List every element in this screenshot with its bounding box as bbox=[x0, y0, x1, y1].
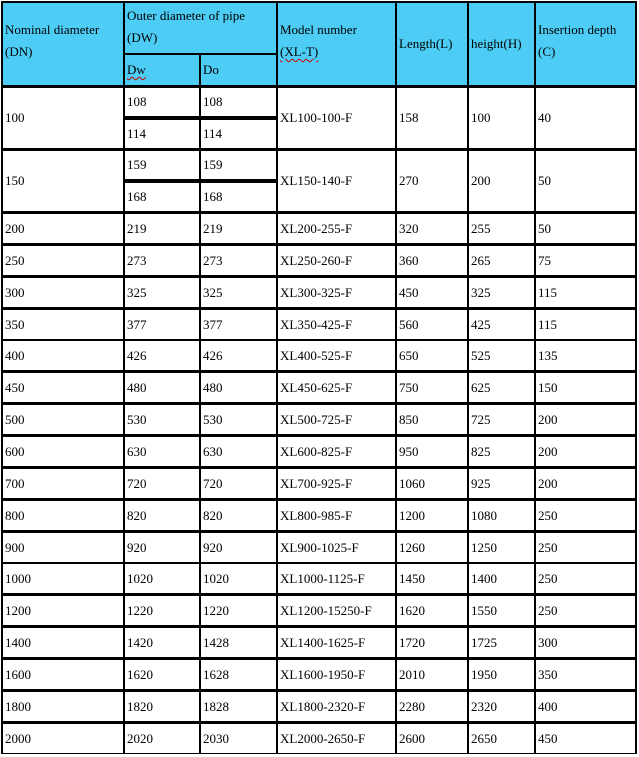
cell-depth bbox=[536, 533, 635, 562]
cell-height-value: 525 bbox=[471, 347, 491, 363]
cell-dw-value: 325 bbox=[127, 284, 147, 300]
cell-height bbox=[469, 692, 534, 721]
cell-height bbox=[469, 278, 534, 307]
cell-do bbox=[201, 533, 276, 562]
cell-dw bbox=[125, 533, 199, 562]
cell-dn-value: 900 bbox=[5, 539, 25, 555]
cell-dn-value: 400 bbox=[5, 347, 25, 363]
cell-dn-value: 250 bbox=[5, 252, 25, 268]
cell-height-value: 325 bbox=[471, 284, 491, 300]
cell-height-value: 725 bbox=[471, 411, 491, 427]
cell-dn bbox=[3, 660, 123, 689]
cell-model-value: XL200-255-F bbox=[280, 220, 353, 236]
cell-do-value: 1220 bbox=[203, 602, 229, 618]
cell-model-value: XL1200-15250-F bbox=[280, 602, 372, 618]
header-height-label: height(H) bbox=[471, 36, 522, 51]
cell-length-value: 2600 bbox=[399, 730, 425, 746]
cell-depth bbox=[536, 151, 635, 211]
cell-height-value: 2650 bbox=[471, 730, 497, 746]
cell-depth-value: 400 bbox=[538, 698, 558, 714]
cell-height-value: 255 bbox=[471, 220, 491, 236]
cell-dw-value: 720 bbox=[127, 475, 147, 491]
cell-model bbox=[278, 88, 395, 148]
cell-length-value: 560 bbox=[399, 316, 419, 332]
cell-model-value: XL150-140-F bbox=[280, 173, 353, 188]
cell-depth bbox=[536, 724, 635, 753]
pipe-spec-table bbox=[1, 1, 637, 754]
cell-depth bbox=[536, 341, 635, 370]
cell-dn-value: 700 bbox=[5, 475, 25, 491]
cell-do bbox=[201, 660, 276, 689]
cell-length-value: 650 bbox=[399, 347, 419, 363]
header-model-number bbox=[278, 3, 395, 85]
cell-dw bbox=[125, 692, 199, 721]
cell-length-value: 320 bbox=[399, 220, 419, 236]
cell-model-value: XL400-525-F bbox=[280, 347, 353, 363]
cell-model bbox=[278, 564, 395, 593]
cell-dn bbox=[3, 692, 123, 721]
cell-length bbox=[397, 405, 467, 434]
cell-dw-value: 168 bbox=[127, 189, 147, 204]
cell-dn bbox=[3, 278, 123, 307]
cell-length bbox=[397, 341, 467, 370]
cell-dn bbox=[3, 341, 123, 370]
cell-dw-value: 920 bbox=[127, 539, 147, 555]
cell-height-value: 265 bbox=[471, 252, 491, 268]
cell-model-value: XL600-825-F bbox=[280, 443, 353, 459]
cell-length-value: 158 bbox=[399, 110, 419, 125]
cell-height-value: 625 bbox=[471, 379, 491, 395]
cell-model bbox=[278, 214, 395, 243]
cell-do bbox=[201, 501, 276, 530]
cell-depth bbox=[536, 596, 635, 625]
cell-model bbox=[278, 596, 395, 625]
cell-dn bbox=[3, 405, 123, 434]
cell-dn-value: 1200 bbox=[5, 602, 31, 618]
cell-length-value: 1200 bbox=[399, 507, 425, 523]
cell-do bbox=[201, 373, 276, 402]
cell-depth-value: 200 bbox=[538, 443, 558, 459]
cell-model-value: XL450-625-F bbox=[280, 379, 353, 395]
cell-length-value: 450 bbox=[399, 284, 419, 300]
cell-dn-value: 300 bbox=[5, 284, 25, 300]
header-insertion-depth-line2: (C) bbox=[538, 44, 556, 59]
cell-dn bbox=[3, 373, 123, 402]
cell-do-value: 720 bbox=[203, 475, 223, 491]
cell-height bbox=[469, 437, 534, 466]
cell-do bbox=[201, 88, 276, 116]
cell-depth bbox=[536, 660, 635, 689]
cell-depth-value: 40 bbox=[538, 110, 551, 125]
cell-dw bbox=[125, 405, 199, 434]
header-insertion-depth bbox=[536, 3, 635, 85]
cell-height-value: 925 bbox=[471, 475, 491, 491]
cell-length-value: 850 bbox=[399, 411, 419, 427]
cell-length-value: 1620 bbox=[399, 602, 425, 618]
cell-dw-value: 1420 bbox=[127, 634, 153, 650]
cell-do bbox=[201, 214, 276, 243]
cell-depth-value: 75 bbox=[538, 252, 551, 268]
cell-length bbox=[397, 533, 467, 562]
cell-dw bbox=[125, 501, 199, 530]
cell-dn-value: 2000 bbox=[5, 730, 31, 746]
cell-model-value: XL350-425-F bbox=[280, 316, 353, 332]
cell-dn bbox=[3, 214, 123, 243]
header-model-number-line1: Model number bbox=[280, 22, 357, 37]
cell-do-value: 480 bbox=[203, 379, 223, 395]
cell-dn bbox=[3, 310, 123, 339]
cell-dw-value: 2020 bbox=[127, 730, 153, 746]
cell-height-value: 200 bbox=[471, 173, 491, 188]
cell-dw-value: 108 bbox=[127, 94, 147, 109]
header-sub-do-label: Do bbox=[203, 62, 219, 77]
cell-do-value: 820 bbox=[203, 507, 223, 523]
cell-model bbox=[278, 724, 395, 753]
cell-depth bbox=[536, 564, 635, 593]
cell-dn-value: 450 bbox=[5, 379, 25, 395]
cell-model bbox=[278, 469, 395, 498]
header-nominal-diameter bbox=[3, 3, 123, 85]
cell-do-value: 114 bbox=[203, 126, 223, 141]
cell-length-value: 1260 bbox=[399, 539, 425, 555]
cell-height bbox=[469, 596, 534, 625]
cell-model bbox=[278, 246, 395, 275]
cell-model bbox=[278, 628, 395, 657]
cell-dn bbox=[3, 564, 123, 593]
cell-do-value: 1628 bbox=[203, 666, 229, 682]
cell-model bbox=[278, 501, 395, 530]
cell-dn bbox=[3, 501, 123, 530]
cell-length bbox=[397, 660, 467, 689]
cell-length-value: 360 bbox=[399, 252, 419, 268]
cell-dn-value: 1000 bbox=[5, 570, 31, 586]
cell-do-value: 219 bbox=[203, 220, 223, 236]
cell-dw-value: 530 bbox=[127, 411, 147, 427]
cell-dn bbox=[3, 88, 123, 148]
cell-length bbox=[397, 692, 467, 721]
cell-do bbox=[201, 151, 276, 179]
cell-length bbox=[397, 628, 467, 657]
cell-dn bbox=[3, 246, 123, 275]
cell-dw-value: 114 bbox=[127, 126, 147, 141]
cell-depth bbox=[536, 88, 635, 148]
cell-dn bbox=[3, 596, 123, 625]
cell-dn bbox=[3, 437, 123, 466]
cell-model bbox=[278, 341, 395, 370]
cell-height-value: 425 bbox=[471, 316, 491, 332]
cell-height bbox=[469, 533, 534, 562]
cell-depth-value: 450 bbox=[538, 730, 558, 746]
cell-dw bbox=[125, 628, 199, 657]
cell-do bbox=[201, 724, 276, 753]
cell-dw bbox=[125, 246, 199, 275]
cell-dw bbox=[125, 660, 199, 689]
cell-model-value: XL500-725-F bbox=[280, 411, 353, 427]
cell-do-value: 168 bbox=[203, 189, 223, 204]
cell-depth-value: 135 bbox=[538, 347, 558, 363]
cell-length bbox=[397, 724, 467, 753]
cell-dw bbox=[125, 724, 199, 753]
cell-depth bbox=[536, 310, 635, 339]
cell-length-value: 750 bbox=[399, 379, 419, 395]
cell-do-value: 325 bbox=[203, 284, 223, 300]
cell-dw-value: 1020 bbox=[127, 570, 153, 586]
cell-dw bbox=[125, 341, 199, 370]
cell-depth-value: 50 bbox=[538, 220, 551, 236]
cell-do bbox=[201, 183, 276, 211]
cell-length bbox=[397, 469, 467, 498]
cell-dw bbox=[125, 88, 199, 116]
cell-do-value: 377 bbox=[203, 316, 223, 332]
cell-do-value: 1020 bbox=[203, 570, 229, 586]
cell-do-value: 426 bbox=[203, 347, 223, 363]
header-length bbox=[397, 3, 467, 85]
cell-do bbox=[201, 628, 276, 657]
cell-height bbox=[469, 628, 534, 657]
cell-length-value: 950 bbox=[399, 443, 419, 459]
cell-length-value: 1720 bbox=[399, 634, 425, 650]
cell-do bbox=[201, 120, 276, 148]
cell-model-value: XL1000-1125-F bbox=[280, 570, 365, 586]
cell-depth-value: 115 bbox=[538, 284, 558, 300]
cell-model bbox=[278, 373, 395, 402]
cell-depth-value: 250 bbox=[538, 539, 558, 555]
header-length-label: Length(L) bbox=[399, 36, 453, 51]
cell-dn bbox=[3, 628, 123, 657]
cell-dn-value: 150 bbox=[5, 173, 25, 188]
cell-dn-value: 1800 bbox=[5, 698, 31, 714]
cell-dn-value: 200 bbox=[5, 220, 25, 236]
cell-model bbox=[278, 437, 395, 466]
cell-do bbox=[201, 341, 276, 370]
cell-depth bbox=[536, 246, 635, 275]
cell-dw bbox=[125, 183, 199, 211]
cell-length bbox=[397, 437, 467, 466]
cell-model bbox=[278, 278, 395, 307]
cell-dw bbox=[125, 373, 199, 402]
cell-depth-value: 250 bbox=[538, 602, 558, 618]
cell-depth-value: 200 bbox=[538, 475, 558, 491]
cell-dw bbox=[125, 214, 199, 243]
cell-model bbox=[278, 660, 395, 689]
cell-do bbox=[201, 564, 276, 593]
cell-length-value: 1060 bbox=[399, 475, 425, 491]
cell-do bbox=[201, 405, 276, 434]
cell-depth-value: 50 bbox=[538, 173, 551, 188]
cell-do bbox=[201, 469, 276, 498]
cell-do bbox=[201, 692, 276, 721]
cell-model-value: XL2000-2650-F bbox=[280, 730, 366, 746]
cell-length bbox=[397, 373, 467, 402]
cell-depth-value: 150 bbox=[538, 379, 558, 395]
header-outer-diameter-line2: (DW) bbox=[127, 30, 158, 45]
cell-do-value: 920 bbox=[203, 539, 223, 555]
cell-length bbox=[397, 310, 467, 339]
cell-dn bbox=[3, 533, 123, 562]
cell-model-value: XL100-100-F bbox=[280, 110, 353, 125]
cell-model-value: XL1400-1625-F bbox=[280, 634, 366, 650]
cell-length bbox=[397, 564, 467, 593]
cell-dw bbox=[125, 564, 199, 593]
cell-do-value: 2030 bbox=[203, 730, 229, 746]
cell-dn-value: 1400 bbox=[5, 634, 31, 650]
header-sub-dw bbox=[125, 55, 199, 85]
cell-length bbox=[397, 278, 467, 307]
cell-dw-value: 1620 bbox=[127, 666, 153, 682]
cell-model-value: XL1600-1950-F bbox=[280, 666, 366, 682]
cell-depth-value: 350 bbox=[538, 666, 558, 682]
cell-length-value: 2010 bbox=[399, 666, 425, 682]
cell-do-value: 273 bbox=[203, 252, 223, 268]
cell-height bbox=[469, 246, 534, 275]
cell-dw bbox=[125, 437, 199, 466]
cell-depth bbox=[536, 469, 635, 498]
cell-length-value: 1450 bbox=[399, 570, 425, 586]
cell-dw bbox=[125, 596, 199, 625]
cell-model bbox=[278, 533, 395, 562]
cell-height bbox=[469, 660, 534, 689]
header-sub-dw-label: Dw bbox=[127, 62, 146, 77]
cell-depth bbox=[536, 692, 635, 721]
cell-model bbox=[278, 310, 395, 339]
cell-height bbox=[469, 469, 534, 498]
cell-do-value: 630 bbox=[203, 443, 223, 459]
cell-depth bbox=[536, 437, 635, 466]
cell-dn-value: 100 bbox=[5, 110, 25, 125]
cell-height bbox=[469, 151, 534, 211]
cell-height-value: 100 bbox=[471, 110, 491, 125]
cell-length bbox=[397, 88, 467, 148]
cell-height bbox=[469, 501, 534, 530]
cell-model-value: XL800-985-F bbox=[280, 507, 353, 523]
cell-dw-value: 1220 bbox=[127, 602, 153, 618]
cell-depth-value: 115 bbox=[538, 316, 558, 332]
header-sub-do bbox=[201, 55, 276, 85]
cell-length bbox=[397, 596, 467, 625]
header-model-number-line2: (XL-T) bbox=[280, 44, 319, 59]
cell-dn bbox=[3, 469, 123, 498]
cell-depth bbox=[536, 628, 635, 657]
cell-height-value: 1250 bbox=[471, 539, 497, 555]
cell-dw bbox=[125, 120, 199, 148]
header-insertion-depth-line1: Insertion depth bbox=[538, 22, 617, 37]
cell-height-value: 1950 bbox=[471, 666, 497, 682]
cell-dw bbox=[125, 310, 199, 339]
cell-dn-value: 600 bbox=[5, 443, 25, 459]
cell-model bbox=[278, 405, 395, 434]
cell-do-value: 1428 bbox=[203, 634, 229, 650]
cell-height bbox=[469, 724, 534, 753]
cell-model bbox=[278, 692, 395, 721]
cell-dn bbox=[3, 151, 123, 211]
cell-height bbox=[469, 564, 534, 593]
cell-do-value: 159 bbox=[203, 157, 223, 172]
cell-height-value: 825 bbox=[471, 443, 491, 459]
cell-model-value: XL900-1025-F bbox=[280, 539, 359, 555]
header-nominal-diameter-line2: (DN) bbox=[5, 44, 33, 59]
cell-depth bbox=[536, 405, 635, 434]
cell-dw bbox=[125, 151, 199, 179]
cell-height bbox=[469, 214, 534, 243]
cell-height bbox=[469, 341, 534, 370]
cell-depth-value: 200 bbox=[538, 411, 558, 427]
cell-depth-value: 300 bbox=[538, 634, 558, 650]
cell-dw bbox=[125, 469, 199, 498]
cell-length bbox=[397, 246, 467, 275]
cell-do bbox=[201, 246, 276, 275]
cell-depth-value: 250 bbox=[538, 570, 558, 586]
cell-height-value: 1400 bbox=[471, 570, 497, 586]
cell-model-value: XL1800-2320-F bbox=[280, 698, 366, 714]
cell-height-value: 1725 bbox=[471, 634, 497, 650]
cell-length bbox=[397, 214, 467, 243]
cell-dw-value: 820 bbox=[127, 507, 147, 523]
cell-dw-value: 480 bbox=[127, 379, 147, 395]
cell-do-value: 108 bbox=[203, 94, 223, 109]
header-outer-diameter bbox=[125, 3, 276, 53]
cell-model-value: XL700-925-F bbox=[280, 475, 353, 491]
cell-height bbox=[469, 88, 534, 148]
cell-do-value: 1828 bbox=[203, 698, 229, 714]
cell-height-value: 1080 bbox=[471, 507, 497, 523]
cell-depth bbox=[536, 373, 635, 402]
cell-dw-value: 159 bbox=[127, 157, 147, 172]
cell-dw bbox=[125, 278, 199, 307]
cell-height bbox=[469, 405, 534, 434]
cell-depth-value: 250 bbox=[538, 507, 558, 523]
cell-dw-value: 426 bbox=[127, 347, 147, 363]
cell-dn-value: 1600 bbox=[5, 666, 31, 682]
cell-height-value: 1550 bbox=[471, 602, 497, 618]
cell-dn-value: 350 bbox=[5, 316, 25, 332]
cell-depth bbox=[536, 501, 635, 530]
cell-model-value: XL250-260-F bbox=[280, 252, 353, 268]
cell-length bbox=[397, 151, 467, 211]
cell-height-value: 2320 bbox=[471, 698, 497, 714]
cell-dn-value: 800 bbox=[5, 507, 25, 523]
header-outer-diameter-line1: Outer diameter of pipe bbox=[127, 8, 246, 23]
cell-do bbox=[201, 278, 276, 307]
cell-length bbox=[397, 501, 467, 530]
cell-dw-value: 377 bbox=[127, 316, 147, 332]
cell-dw-value: 630 bbox=[127, 443, 147, 459]
cell-do bbox=[201, 596, 276, 625]
cell-dw-value: 1820 bbox=[127, 698, 153, 714]
cell-height bbox=[469, 373, 534, 402]
cell-length-value: 270 bbox=[399, 173, 419, 188]
cell-dn-value: 500 bbox=[5, 411, 25, 427]
header-nominal-diameter-line1: Nominal diameter bbox=[5, 22, 100, 37]
cell-model bbox=[278, 151, 395, 211]
cell-dn bbox=[3, 724, 123, 753]
cell-dw-value: 219 bbox=[127, 220, 147, 236]
cell-depth bbox=[536, 278, 635, 307]
cell-do-value: 530 bbox=[203, 411, 223, 427]
cell-do bbox=[201, 437, 276, 466]
cell-height bbox=[469, 310, 534, 339]
cell-dw-value: 273 bbox=[127, 252, 147, 268]
header-height bbox=[469, 3, 534, 85]
cell-do bbox=[201, 310, 276, 339]
cell-depth bbox=[536, 214, 635, 243]
cell-length-value: 2280 bbox=[399, 698, 425, 714]
cell-model-value: XL300-325-F bbox=[280, 284, 353, 300]
